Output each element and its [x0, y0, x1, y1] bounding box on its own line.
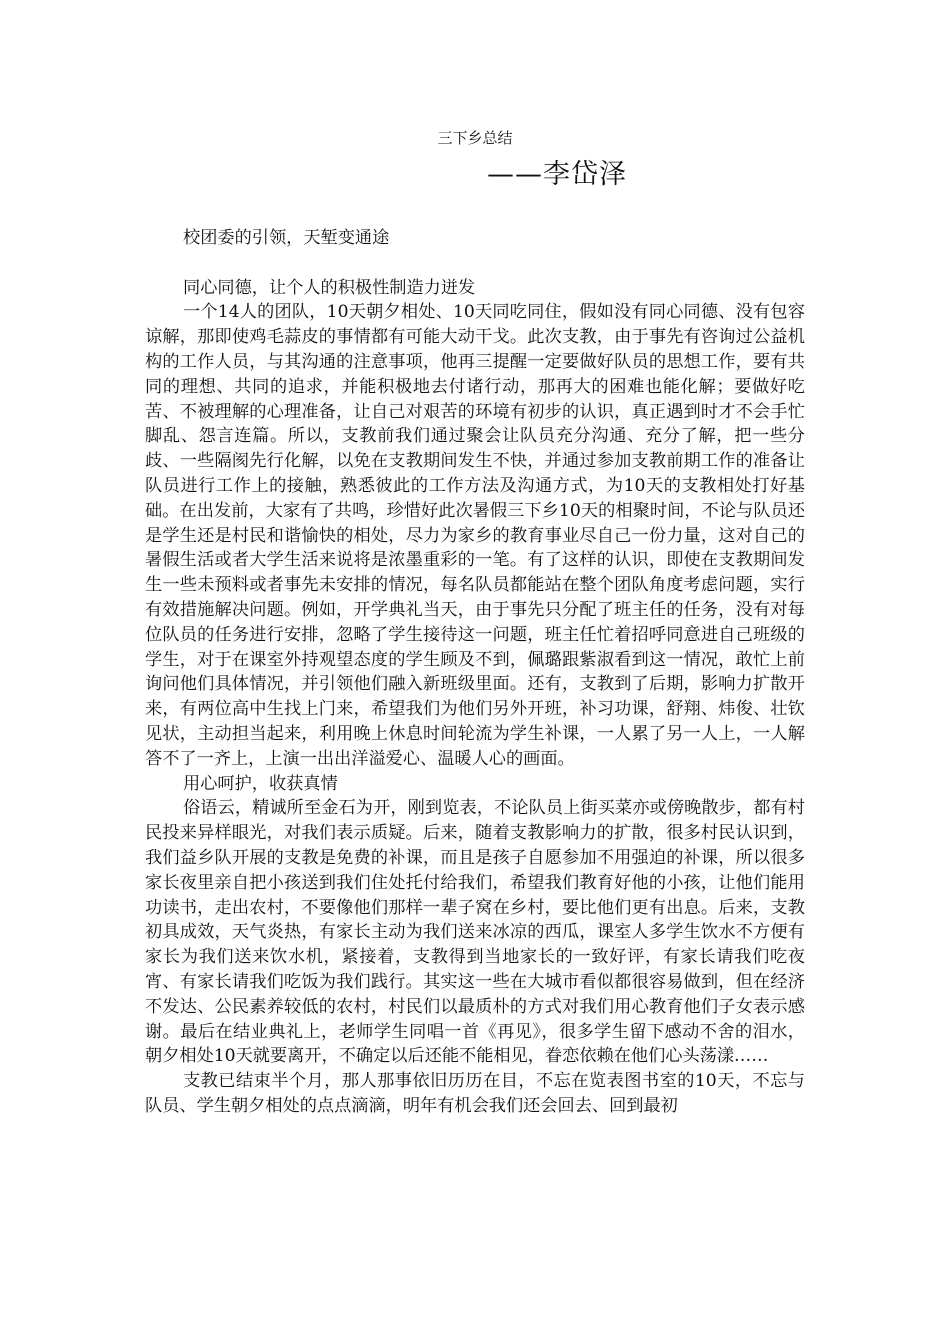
paragraph-unity: 一个14人的团队，10天朝夕相处、10天同吃同住，假如没有同心同德、没有包容谅解，那即使鸡毛蒜皮的事情都有可能大动干戈。此次支教，由于事先有咨询过公益机构的工作人员，与其沟通的注意事项，他再三提醒一定要做好队员的思想工作，要有共同的理想、共同的追求，并能积极地去付诸行动，那再大的困难也能化解；要做好吃苦、不被理解的心理准备，让自己对艰苦的环境有初步的认识，真正遇到时才不会手忙脚乱、怨言连篇。所以，支教前我们通过聚会让队员充分沟通、充分了解，把一些分歧、一些隔阂先行化解，以免在支教期间发生不快，并通过参加支教前期工作的准备让队员进行工作上的接触，熟悉彼此的工作方法及沟通方式，为10天的支教相处打好基础。在出发前，大家有了共鸣，珍惜好此次暑假三下乡10天的相聚时间，不论与队员还是学生还是村民和谐愉快的相处，尽力为家乡的教育事业尽自己一份力量，这对自己的暑假生活或者大学生活来说将是浓墨重彩的一笔。有了这样的认识，即使在支教期间发生一些未预料或者事先未安排的情况，每名队员都能站在整个团队角度考虑问题，实行有效措施解决问题。例如，开学典礼当天，由于事先只分配了班主任的任务，没有对每位队员的任务进行安排，忽略了学生接待这一问题，班主任忙着招呼同意进自己班级的学生，对于在课室外持观望态度的学生顾及不到，佩璐跟紫淑看到这一情况，敢忙上前询问他们具体情况，并引领他们融入新班级里面。还有，支教到了后期，影响力扩散开来，有两位高中生找上门来，希望我们为他们另外开班，补习功课，舒翔、炜俊、壮钦见状，主动担当起来，利用晚上休息时间轮流为学生补课，一人累了另一人上，一人解答不了一齐上，上演一出出洋溢爱心、温暖人心的画面。: [145, 302, 805, 769]
section-heading-unity: 同心同德，让个人的积极性制造力迸发: [183, 277, 476, 298]
paragraph-care: 俗语云，精诚所至金石为开，刚到览表，不论队员上街买菜亦或傍晚散步，都有村民投来异样眼光，对我们表示质疑。后来，随着支教影响力的扩散，很多村民认识到，我们益乡队开展的支教是免费的补课，而且是孩子自愿参加不用强迫的补课，所以很多家长夜里亲自把小孩送到我们住处托付给我们，希望我们教育好他的小孩，让他们能用功读书，走出农村，不要像他们那样一辈子窝在乡村，要比他们更有出息。后来，支教初具成效，天气炎热，有家长主动为我们送来冰凉的西瓜，课室人多学生饮水不方便有家长为我们送来饮水机，紧接着，支教得到当地家长的一致好评，有家长请我们吃夜宵、有家长请我们吃饭为我们践行。其实这一些在大城市看似都很容易做到，但在经济不发达、公民素养较低的农村，村民们以最质朴的方式对我们用心教育他们子女表示感谢。最后在结业典礼上，老师学生同唱一首《再见》，很多学生留下感动不舍的泪水，朝夕相处10天就要离开，不确定以后还能不能相见，眷恋依赖在他们心头荡漾……: [145, 798, 805, 1067]
document-body: [145, 226, 805, 1119]
paragraph-closing: 支教已结束半个月，那人那事依旧历历在目，不忘在览表图书室的10天，不忘与队员、学生朝夕相处的点点滴滴，明年有机会我们还会回去、回到最初: [145, 1071, 805, 1116]
section-heading-leadership: 校团委的引领，天堑变通途: [183, 228, 390, 248]
document-author: ——李岱泽: [487, 159, 627, 190]
section-heading-care: 用心呵护，收获真情: [183, 773, 338, 794]
document-title: 三下乡总结: [437, 129, 513, 147]
